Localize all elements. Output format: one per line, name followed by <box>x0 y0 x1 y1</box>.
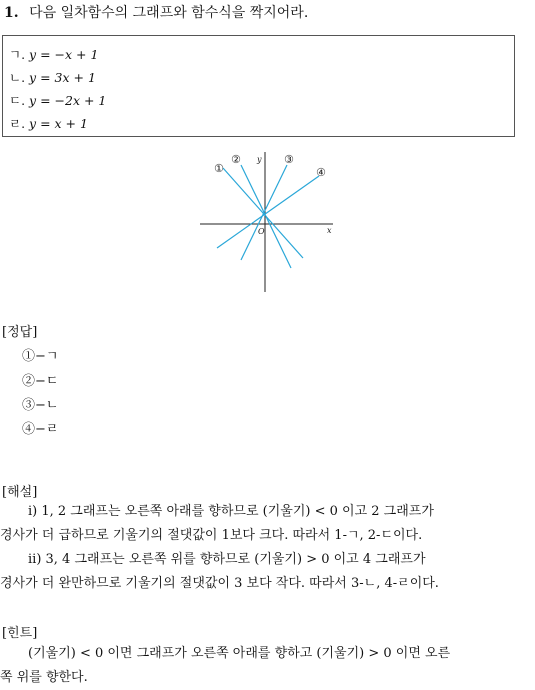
question-text: 다음 일차함수의 그래프와 함수식을 짝지어라. <box>29 5 309 21</box>
answer-item-1: ①−ㄱ <box>22 349 59 364</box>
hint-body <box>0 642 533 690</box>
explanation-heading: [해설] <box>2 485 38 500</box>
x-axis-label: x <box>327 226 332 235</box>
question-number: 1. <box>4 5 19 21</box>
graph-line-4 <box>217 176 319 248</box>
hint-line: 쪽 위를 향한다. <box>0 670 88 685</box>
answer-heading: [정답] <box>2 325 38 340</box>
explanation-body <box>0 500 533 596</box>
answer-item-3: ③−ㄴ <box>22 398 59 413</box>
line-label-2: ② <box>231 153 241 166</box>
hint-line: (기울기) < 0 이면 그래프가 오른쪽 아래를 향하고 (기울기) > 0 이면 오른 <box>28 646 451 661</box>
option-3 <box>9 91 106 109</box>
explanation-line: 경사가 더 완만하므로 기울기의 절댓값이 3 보다 작다. 따라서 3-ㄴ, 4-ㄹ이다. <box>0 576 439 591</box>
option-2 <box>9 68 96 86</box>
question-title <box>4 2 308 22</box>
hint-heading: [힌트] <box>2 626 38 641</box>
answer-item-4: ④−ㄹ <box>22 422 59 437</box>
graph-figure <box>195 150 340 295</box>
explanation-line: ⅰ) 1, 2 그래프는 오른쪽 아래를 향하므로 (기울기) < 0 이고 2 그래프가 <box>28 504 434 519</box>
option-equation: y = −2x + 1 <box>29 93 107 108</box>
answer-item-2: ②−ㄷ <box>22 374 59 389</box>
origin-label: O <box>258 227 265 236</box>
option-label: ㄹ. <box>9 116 26 131</box>
option-equation: y = x + 1 <box>29 116 88 131</box>
option-1 <box>9 45 98 63</box>
explanation-line: ⅱ) 3, 4 그래프는 오른쪽 위를 향하므로 (기울기) > 0 이고 4 그래프가 <box>28 552 426 567</box>
y-axis-label: y <box>257 155 262 164</box>
options-box <box>2 35 515 137</box>
line-label-4: ④ <box>316 166 326 179</box>
line-label-1: ① <box>214 162 224 175</box>
option-label: ㄴ. <box>9 70 26 85</box>
option-4 <box>9 114 88 132</box>
option-label: ㄷ. <box>9 93 26 108</box>
line-label-3: ③ <box>284 153 294 166</box>
graph-line-2 <box>241 165 291 268</box>
explanation-line: 경사가 더 급하므로 기울기의 절댓값이 1보다 크다. 따라서 1-ㄱ, 2-ㄷ이다. <box>0 528 423 543</box>
option-label: ㄱ. <box>9 47 26 62</box>
option-equation: y = −x + 1 <box>29 47 99 62</box>
option-equation: y = 3x + 1 <box>29 70 96 85</box>
graph-line-1 <box>223 168 303 258</box>
